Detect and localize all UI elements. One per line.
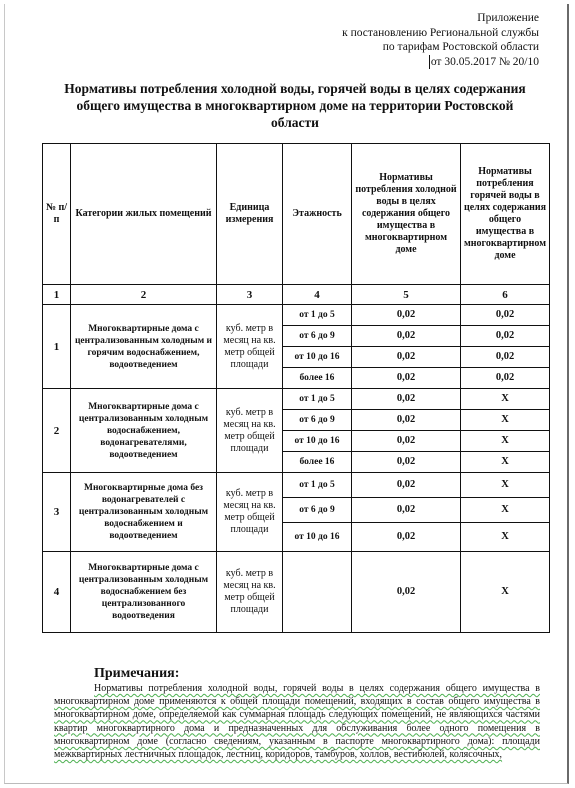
appendix-line: по тарифам Ростовской области	[382, 41, 539, 53]
floors-cell: от 6 до 9	[283, 410, 352, 431]
header-cell: № п/п	[43, 144, 71, 285]
appendix-line: Приложение	[477, 12, 539, 24]
unit-cell: куб. метр в месяц на кв. метр общей площади	[217, 473, 283, 552]
floors-cell: более 16	[283, 452, 352, 473]
header-cell: Категории жилых помещений	[71, 144, 217, 285]
unit-cell: куб. метр в месяц на кв. метр общей площади	[217, 305, 283, 389]
hot-water-value: X	[461, 523, 550, 552]
floors-cell: от 6 до 9	[283, 326, 352, 347]
row-index: 2	[43, 389, 71, 473]
hot-water-value: 0,02	[461, 347, 550, 368]
category-cell: Многоквартирные дома с централизованным холодным и горячим водоснабжением, водоотведением	[71, 305, 217, 389]
floors-cell: от 1 до 5	[283, 473, 352, 498]
cold-water-value: 0,02	[352, 452, 461, 473]
column-number: 6	[461, 285, 550, 305]
appendix-line: к постановлению Региональной службы	[342, 26, 539, 39]
cold-water-value: 0,02	[352, 410, 461, 431]
header-cell: Нормативы потребления холодной воды в целях содержания общего имущества в многоквартирном доме	[352, 144, 461, 285]
hot-water-value: X	[461, 552, 550, 633]
hot-water-value: X	[461, 410, 550, 431]
column-number: 4	[283, 285, 352, 305]
hot-water-value: 0,02	[461, 368, 550, 389]
cold-water-value: 0,02	[352, 498, 461, 523]
floors-cell: от 1 до 5	[283, 305, 352, 326]
category-cell: Многоквартирные дома с централизованным холодным водоснабжением без централизованного водоотведения	[71, 552, 217, 633]
column-number-row	[43, 285, 550, 305]
notes-text: Нормативы потребления холодной воды, горячей воды в целях содержания общего имущества в многоквартирном доме применяются к общей площади помещений, входящих в состав общего имущества в многоквартирном доме, определяемой как суммарная площадь следующих помещений, не являющихся частями квартир многоквартирного дома и предназначенных для обслуживания более одного помещения в многоквартирном доме (согласно сведениям, указанным в паспорте многоквартирного дома): площади межквартирных лестничных площадок, лестниц, коридоров, тамбуров, холлов, вестибюлей, колясочных,	[54, 683, 540, 761]
table-row	[43, 305, 550, 326]
column-number: 1	[43, 285, 71, 305]
cold-water-value: 0,02	[352, 347, 461, 368]
floors-cell	[283, 552, 352, 633]
table-row	[43, 552, 550, 633]
notes-title: Примечания:	[94, 666, 180, 681]
unit-cell: куб. метр в месяц на кв. метр общей площади	[217, 389, 283, 473]
floors-cell: более 16	[283, 368, 352, 389]
category-cell: Многоквартирные дома без водонагревателей с централизованным холодным водоснабжением и водоотведением	[71, 473, 217, 552]
cold-water-value: 0,02	[352, 389, 461, 410]
table-row	[43, 473, 550, 498]
floors-cell: от 6 до 9	[283, 498, 352, 523]
cold-water-value: 0,02	[352, 305, 461, 326]
header-cell: Единица измерения	[217, 144, 283, 285]
cold-water-value: 0,02	[352, 552, 461, 633]
header-cell: Нормативы потребления горячей воды в целях содержания общего имущества в многоквартирном доме	[461, 144, 550, 285]
row-index: 1	[43, 305, 71, 389]
header-cell: Этажность	[283, 144, 352, 285]
row-index: 3	[43, 473, 71, 552]
hot-water-value: X	[461, 431, 550, 452]
cold-water-value: 0,02	[352, 326, 461, 347]
table-header-row	[43, 144, 550, 285]
column-number: 5	[352, 285, 461, 305]
floors-cell: от 10 до 16	[283, 431, 352, 452]
norms-table	[42, 143, 550, 633]
hot-water-value: 0,02	[461, 326, 550, 347]
column-number: 2	[71, 285, 217, 305]
category-cell: Многоквартирные дома с централизованным холодным водоснабжением, водонагревателями, водоотведением	[71, 389, 217, 473]
cold-water-value: 0,02	[352, 523, 461, 552]
floors-cell: от 1 до 5	[283, 389, 352, 410]
unit-cell: куб. метр в месяц на кв. метр общей площади	[217, 552, 283, 633]
hot-water-value: X	[461, 498, 550, 523]
table-row	[43, 389, 550, 410]
hot-water-value: X	[461, 452, 550, 473]
hot-water-value: 0,02	[461, 305, 550, 326]
hot-water-value: X	[461, 473, 550, 498]
floors-cell: от 10 до 16	[283, 347, 352, 368]
hot-water-value: X	[461, 389, 550, 410]
appendix-block	[309, 11, 539, 69]
floors-cell: от 10 до 16	[283, 523, 352, 552]
document-title: Нормативы потребления холодной воды, горячей воды в целях содержания общего имущества в многоквартирном доме на территории Ростовской области	[64, 81, 526, 130]
cold-water-value: 0,02	[352, 368, 461, 389]
column-number: 3	[217, 285, 283, 305]
cold-water-value: 0,02	[352, 473, 461, 498]
appendix-date-line: от 30.05.2017 № 20/10	[430, 55, 539, 68]
row-index: 4	[43, 552, 71, 633]
cold-water-value: 0,02	[352, 431, 461, 452]
